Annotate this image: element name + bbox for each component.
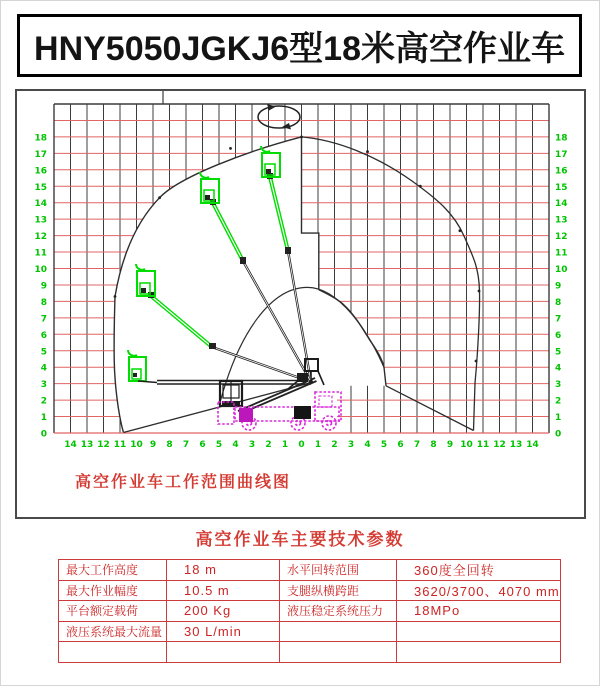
axis-tick: 13: [555, 215, 568, 226]
axis-tick: 8: [40, 297, 47, 308]
axis-tick: 5: [380, 440, 388, 450]
params-table-title: 高空作业车主要技术参数: [195, 530, 405, 549]
counterweight-block: [294, 406, 311, 419]
params-table: [58, 559, 561, 663]
axis-tick: 13: [80, 440, 94, 450]
axis-tick: 2: [331, 440, 338, 450]
param-label: 液压稳定系统压力: [280, 601, 397, 622]
working-range-chart: [17, 91, 584, 517]
param-value: [397, 642, 561, 663]
param-label: 最大工作高度: [59, 560, 167, 581]
axis-tick: 7: [182, 440, 190, 450]
axis-tick: 13: [509, 440, 523, 450]
axis-tick: 6: [199, 440, 206, 450]
axis-tick: 16: [34, 166, 47, 177]
axis-tick: 11: [113, 440, 127, 450]
axis-tick: 9: [555, 281, 562, 292]
working-range-diagram-panel: [15, 89, 586, 519]
param-value: 10.5 m: [167, 580, 280, 601]
axis-tick: 10: [460, 440, 473, 450]
axis-tick: 18: [555, 133, 568, 144]
axis-tick: 12: [493, 440, 506, 450]
axis-tick: 10: [555, 265, 568, 275]
axis-tick: 14: [526, 440, 539, 450]
axis-tick: 2: [40, 396, 47, 407]
axis-tick: 18: [34, 133, 47, 144]
axis-tick: 3: [347, 440, 355, 450]
axis-tick: 4: [40, 363, 47, 374]
axis-tick: 10: [130, 440, 143, 450]
axis-tick: 7: [40, 314, 47, 325]
axis-tick: 6: [555, 330, 562, 341]
axis-tick: 7: [413, 440, 421, 450]
param-value: 200 Kg: [167, 601, 280, 622]
axis-tick: 9: [446, 440, 454, 450]
axis-tick: 2: [555, 396, 562, 407]
axis-tick: 14: [64, 440, 77, 450]
axis-tick: 0: [40, 429, 47, 440]
axis-tick: 4: [364, 440, 371, 450]
param-value: [397, 621, 561, 642]
table-row: [59, 560, 561, 581]
axis-tick: 11: [555, 248, 568, 259]
axis-tick: 1: [281, 440, 289, 450]
axis-tick: 1: [555, 413, 562, 424]
axis-tick: 4: [555, 363, 562, 374]
axis-tick: 8: [166, 440, 173, 450]
axis-tick: 15: [34, 182, 47, 193]
axis-tick: 0: [298, 440, 305, 450]
axis-tick: 1: [314, 440, 322, 450]
axis-tick: 11: [476, 440, 490, 450]
axis-tick: 8: [430, 440, 437, 450]
axis-tick: 6: [397, 440, 404, 450]
axis-tick: 8: [555, 297, 562, 308]
y-axis-labels-right: [555, 133, 568, 439]
table-row: [59, 580, 561, 601]
axis-tick: 9: [40, 281, 47, 292]
axis-tick: 5: [40, 347, 47, 358]
diagram-caption: 高空作业车工作范围曲线图: [75, 474, 292, 491]
page-title: HNY5050JGKJ6型18米高空作业车: [34, 30, 565, 68]
param-value: 3620/3700、4070 mm: [397, 580, 561, 601]
param-label: [280, 621, 397, 642]
x-axis-labels: [64, 440, 539, 450]
param-value: 18 m: [167, 560, 280, 581]
param-label: 支腿纵横跨距: [280, 580, 397, 601]
param-label: 平台额定载荷: [59, 601, 167, 622]
axis-tick: 14: [34, 199, 47, 210]
table-row: [59, 642, 561, 663]
axis-tick: 1: [40, 413, 47, 424]
axis-tick: 2: [265, 440, 272, 450]
axis-tick: 16: [555, 166, 568, 177]
axis-tick: 5: [555, 347, 562, 358]
axis-tick: 17: [555, 149, 568, 160]
axis-tick: 11: [34, 248, 47, 259]
param-value: [167, 642, 280, 663]
y-axis-labels-left: [34, 133, 47, 439]
truck-block: [239, 408, 253, 422]
axis-tick: 3: [248, 440, 256, 450]
rotation-symbol: [258, 104, 300, 130]
axis-tick: 10: [34, 265, 47, 275]
param-label: 最大作业幅度: [59, 580, 167, 601]
axis-tick: 5: [215, 440, 223, 450]
axis-tick: 7: [555, 314, 562, 325]
axis-tick: 3: [40, 380, 47, 391]
param-label: 液压系统最大流量: [59, 621, 167, 642]
axis-tick: 12: [97, 440, 110, 450]
table-row: [59, 621, 561, 642]
param-label: [59, 642, 167, 663]
axis-tick: 13: [34, 215, 47, 226]
param-label: 水平回转范围: [280, 560, 397, 581]
axis-tick: 17: [34, 149, 47, 160]
table-row: [59, 601, 561, 622]
param-value: 360度全回转: [397, 560, 561, 581]
axis-tick: 0: [555, 429, 562, 440]
axis-tick: 3: [555, 380, 562, 391]
axis-tick: 6: [40, 330, 47, 341]
param-label: [280, 642, 397, 663]
axis-tick: 15: [555, 182, 568, 193]
param-value: 18MPo: [397, 601, 561, 622]
axis-tick: 4: [232, 440, 239, 450]
axis-tick: 14: [555, 199, 568, 210]
param-value: 30 L/min: [167, 621, 280, 642]
title-banner: [17, 14, 582, 77]
axis-tick: 12: [34, 232, 47, 243]
axis-tick: 9: [149, 440, 157, 450]
axis-tick: 12: [555, 232, 568, 243]
